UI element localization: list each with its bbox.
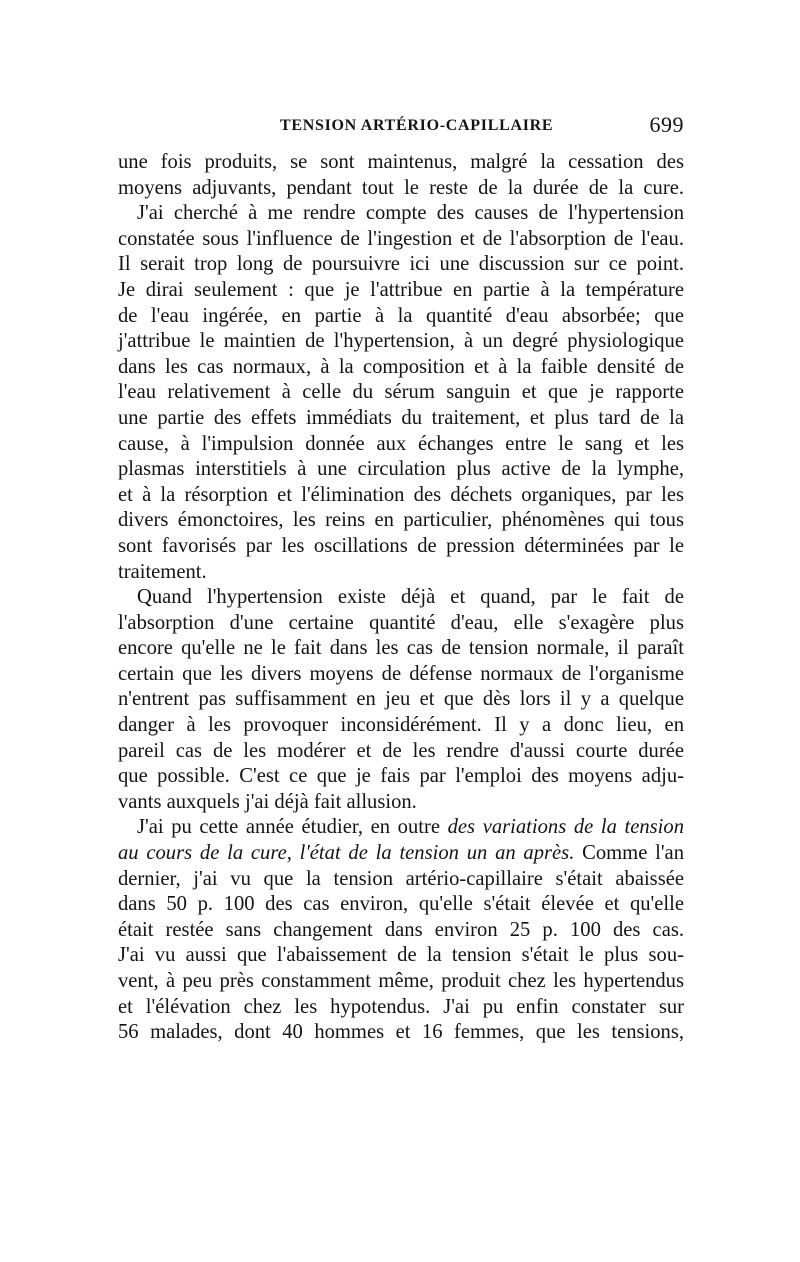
text-run: J'ai pu cette année étudier, en outre xyxy=(137,816,448,839)
text-line: vants auxquels j'ai déjà fait allusion. xyxy=(118,790,417,813)
text-line: J'ai cherché à me rendre compte des causes de l'hypertension xyxy=(137,202,684,225)
text-line: une partie des effets immédiats du traitement, et plus tard de la xyxy=(118,406,684,429)
text-line: sont favorisés par les oscillations de pression déterminées par le xyxy=(118,534,684,557)
text-line: était restée sans changement dans environ 25 p. 100 des cas. xyxy=(118,918,684,941)
italic-text-run: au cours de la cure, l'état de la tension un an après. xyxy=(118,842,575,865)
text-line: Je dirai seulement : que je l'attribue en partie à la température xyxy=(118,278,684,301)
text-line: dans 50 p. 100 des cas environ, qu'elle s'était élevée et qu'elle xyxy=(118,893,684,916)
italic-text-run: des variations de la tension xyxy=(447,816,684,839)
text-line: de l'eau ingérée, en partie à la quantité d'eau absorbée; que xyxy=(118,304,684,327)
text-line: dernier, j'ai vu que la tension artério-capillaire s'était abaissée xyxy=(118,867,684,890)
page-number: 699 xyxy=(649,112,684,137)
text-line: cause, à l'impulsion donnée aux échanges entre le sang et les xyxy=(118,432,684,455)
body-text xyxy=(118,150,684,1046)
text-run: Comme l'an xyxy=(574,842,684,865)
text-line: dans les cas normaux, à la composition et à la faible densité de xyxy=(118,355,684,378)
page-header xyxy=(118,110,684,142)
text-line: constatée sous l'influence de l'ingestion et de l'absorption de l'eau. xyxy=(118,227,684,250)
text-line: une fois produits, se sont maintenus, malgré la cessation des xyxy=(118,151,684,173)
text-line: encore qu'elle ne le fait dans les cas de tension normale, il paraît xyxy=(118,637,684,660)
text-line xyxy=(118,815,684,841)
text-line: que possible. C'est ce que je fais par l'emploi des moyens adju- xyxy=(118,765,684,788)
text-line: J'ai vu aussi que l'abaissement de la tension s'était le plus sou- xyxy=(118,944,684,967)
running-title: TENSION ARTÉRIO-CAPILLAIRE xyxy=(280,117,554,134)
text-line: plasmas interstitiels à une circulation plus active de la lymphe, xyxy=(118,458,684,481)
text-line xyxy=(118,841,684,867)
text-line: et à la résorption et l'élimination des déchets organiques, par les xyxy=(118,483,684,506)
text-line: pareil cas de les modérer et de les rendre d'aussi courte durée xyxy=(118,739,684,762)
text-line: 56 malades, dont 40 hommes et 16 femmes, que les tensions, xyxy=(118,1021,684,1044)
text-line: Il serait trop long de poursuivre ici une discussion sur ce point. xyxy=(118,253,684,276)
text-line: moyens adjuvants, pendant tout le reste de la durée de la cure. xyxy=(118,176,684,199)
text-line: n'entrent pas suffisamment en jeu et que dès lors il y a quelque xyxy=(118,688,684,711)
text-line: et l'élévation chez les hypotendus. J'ai pu enfin constater sur xyxy=(118,995,684,1018)
text-line: danger à les provoquer inconsidérément. Il y a donc lieu, en xyxy=(118,714,684,737)
text-line: traitement. xyxy=(118,560,207,583)
text-line: certain que les divers moyens de défense normaux de l'organisme xyxy=(118,662,684,685)
text-line: Quand l'hypertension existe déjà et quand, par le fait de xyxy=(137,586,684,609)
text-line: l'absorption d'une certaine quantité d'eau, elle s'exagère plus xyxy=(118,611,684,634)
text-line: l'eau relativement à celle du sérum sanguin et que je rapporte xyxy=(118,381,684,404)
text-line: vent, à peu près constamment même, produit chez les hypertendus xyxy=(118,970,684,992)
text-line: j'attribue le maintien de l'hypertension, à un degré physiologique xyxy=(118,330,684,353)
text-line: divers émonctoires, les reins en particulier, phénomènes qui tous xyxy=(118,509,684,532)
